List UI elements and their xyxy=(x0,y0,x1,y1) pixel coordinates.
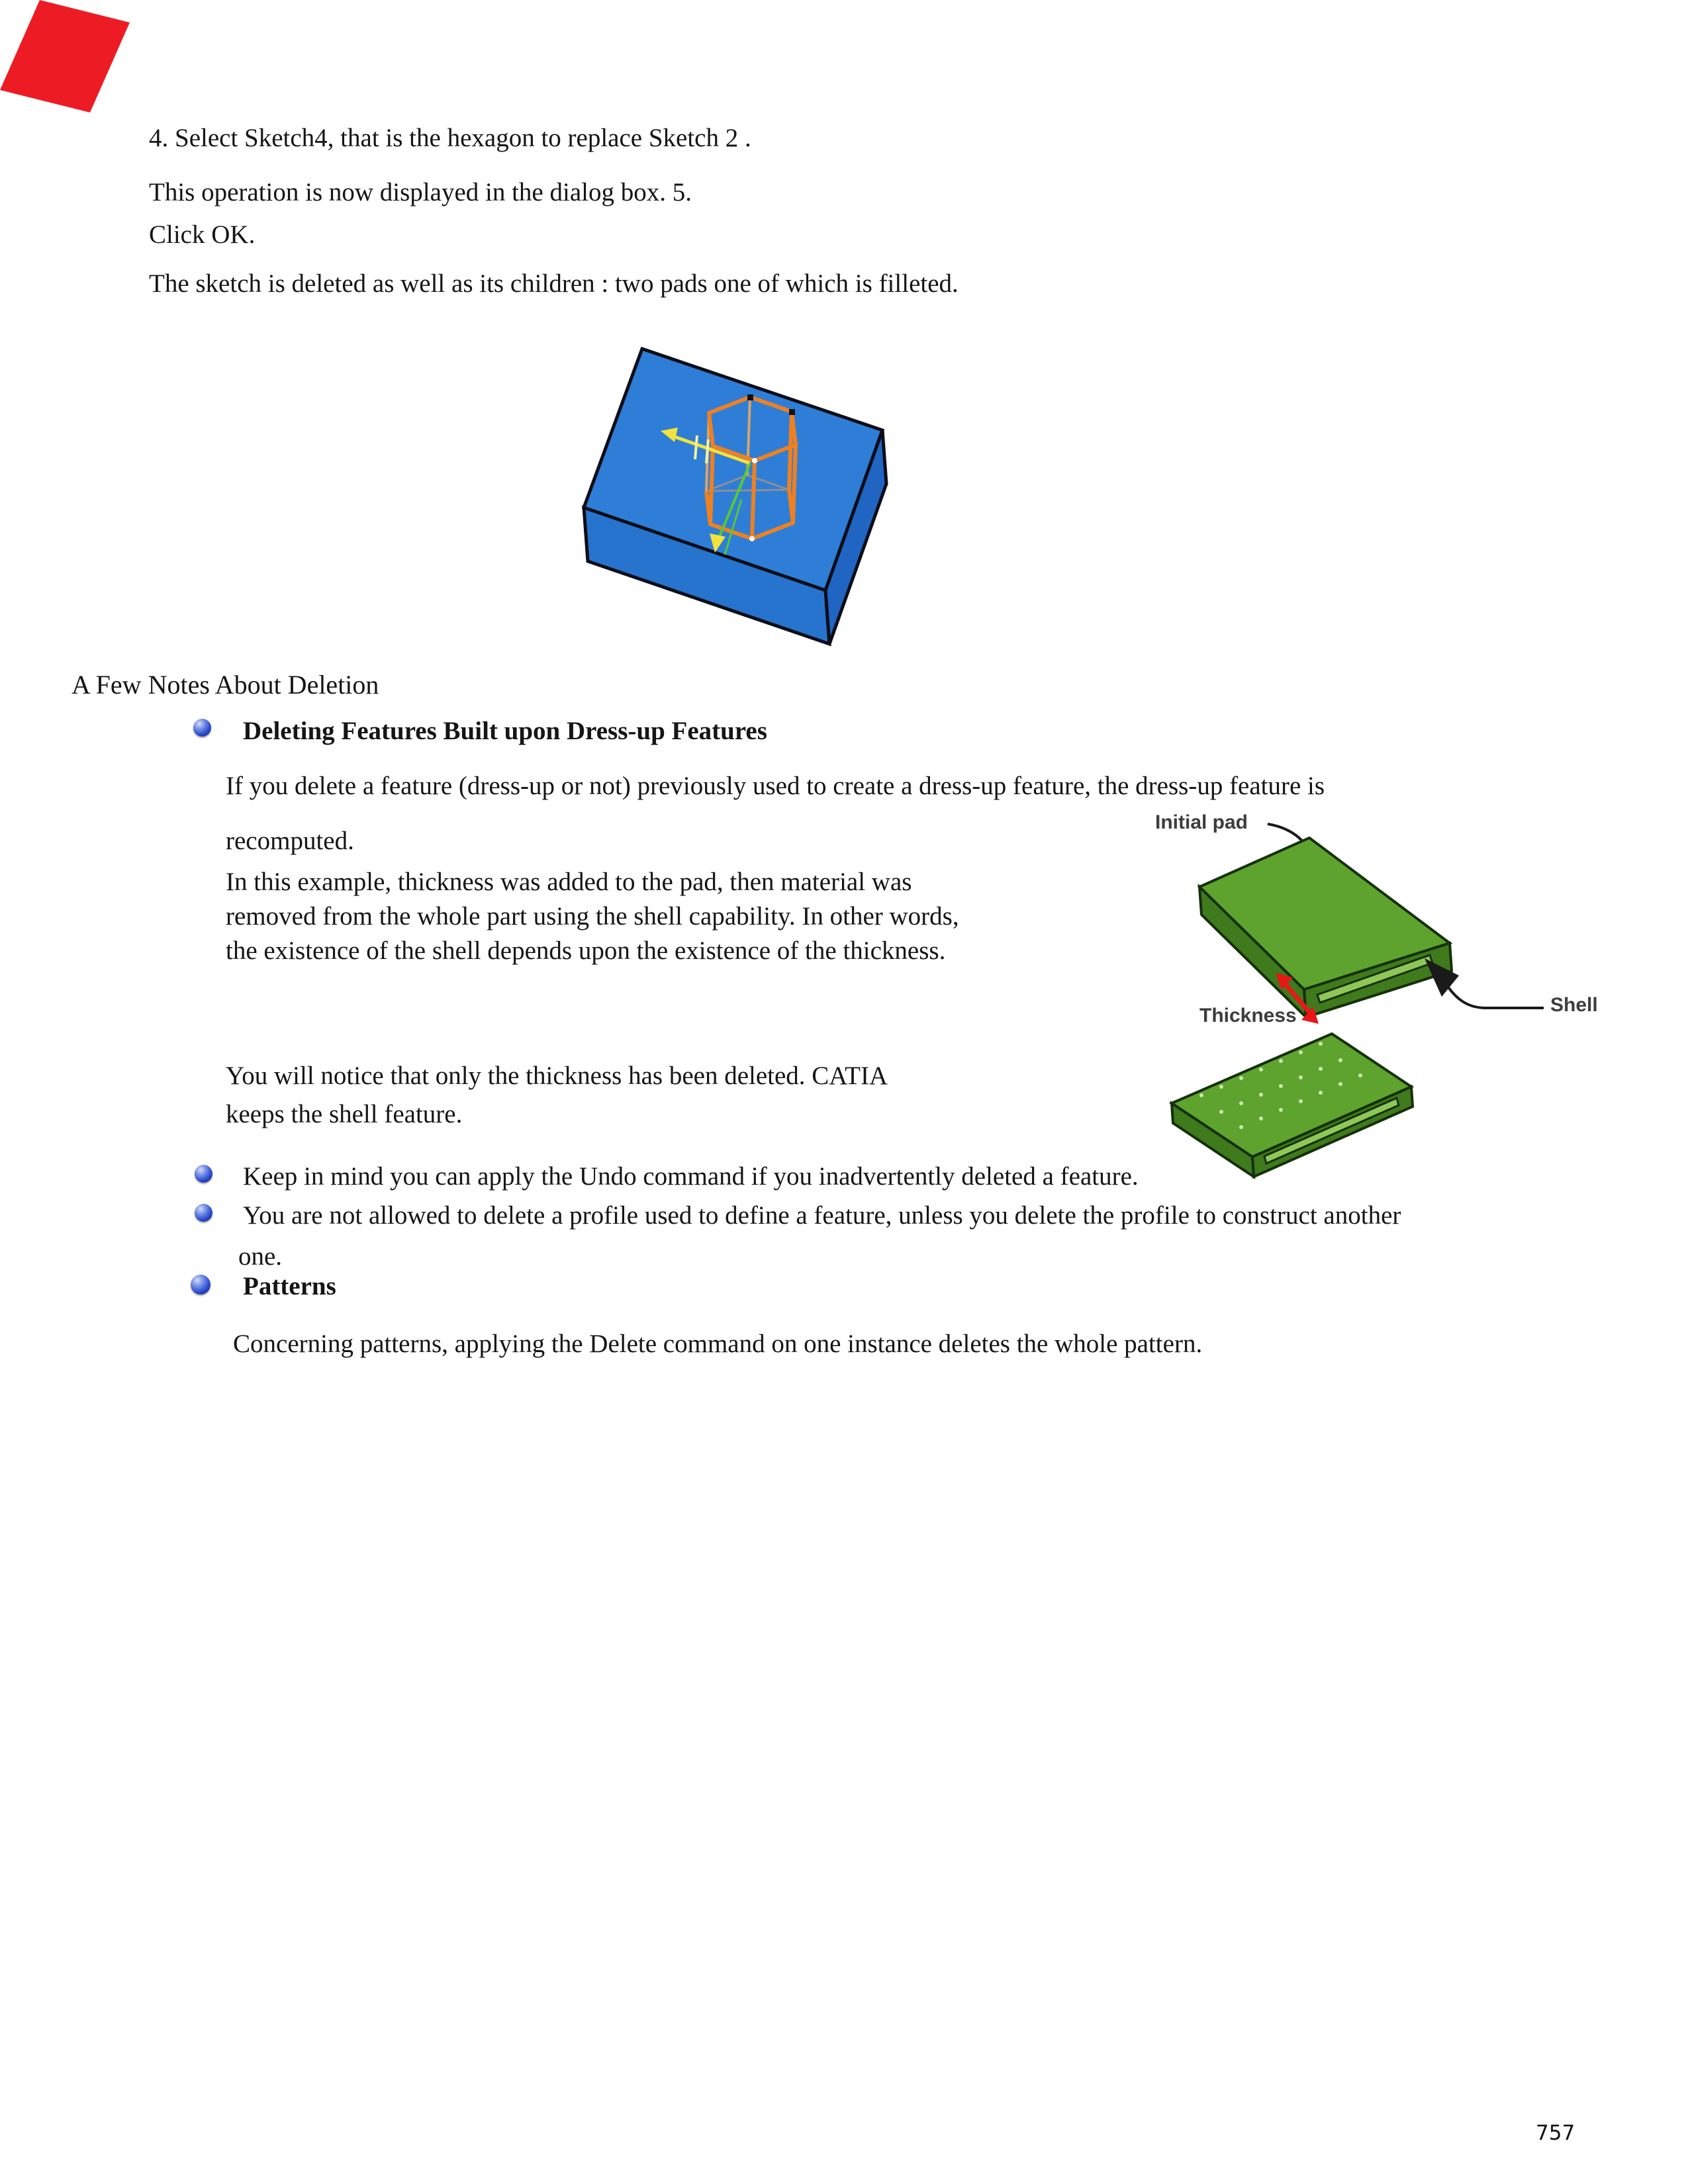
click-ok-text: Click OK. xyxy=(149,220,256,249)
shell-label: Shell xyxy=(1550,994,1598,1016)
page-number: 757 xyxy=(1536,2121,1575,2145)
bullet1-title: Deleting Features Built upon Dress-up Features xyxy=(243,717,767,745)
initial-pad-figure xyxy=(1142,817,1552,1036)
para1-line: In this example, thickness was added to the pad, then material was xyxy=(226,868,912,896)
initial-pad-label: Initial pad xyxy=(1155,811,1248,833)
vertex-dot xyxy=(752,458,757,463)
bullet-sphere-icon xyxy=(193,719,211,737)
notes-heading: A Few Notes About Deletion xyxy=(71,670,379,700)
vertex-marker xyxy=(789,409,795,415)
step-4-text: 4. Select Sketch4, that is the hexagon to replace Sketch 2 . xyxy=(149,124,751,152)
bullet3-line: one. xyxy=(238,1242,283,1271)
para2-line: keeps the shell feature. xyxy=(226,1100,463,1128)
blue-pad-hexagon-figure xyxy=(569,334,900,655)
shelled-pad-figure xyxy=(1162,1026,1423,1185)
bullet-sphere-icon xyxy=(195,1165,212,1183)
bullet2-text: Keep in mind you can apply the Undo command if you inadvertently deleted a feature. xyxy=(243,1162,1139,1191)
bullet-sphere-icon xyxy=(195,1204,212,1222)
patterns-paragraph: Concerning patterns, applying the Delete command on one instance deletes the whole pattern. xyxy=(233,1330,1203,1358)
para2-line: You will notice that only the thickness has been deleted. CATIA xyxy=(226,1062,888,1090)
para1-line: If you delete a feature (dress-up or not) previously used to create a dress-up feature, the dress-up feature is xyxy=(226,772,1325,800)
para1-line: recomputed. xyxy=(226,827,354,855)
bullet3-line: You are not allowed to delete a profile used to define a feature, unless you delete the profile to construct another xyxy=(243,1201,1401,1230)
vertex-dot xyxy=(749,536,755,541)
bullet4-title: Patterns xyxy=(243,1272,336,1300)
operation-displayed-text: This operation is now displayed in the dialog box. 5. xyxy=(149,178,692,206)
para1-line: the existence of the shell depends upon the existence of the thickness. xyxy=(226,936,946,965)
para1-line: removed from the whole part using the shell capability. In other words, xyxy=(226,902,959,931)
thickness-label: Thickness xyxy=(1199,1005,1297,1026)
sketch-deleted-text: The sketch is deleted as well as its children : two pads one of which is filleted. xyxy=(149,269,959,298)
vertex-marker xyxy=(747,394,753,400)
red-corner-mark xyxy=(0,0,172,132)
bullet-sphere-icon xyxy=(191,1275,211,1295)
